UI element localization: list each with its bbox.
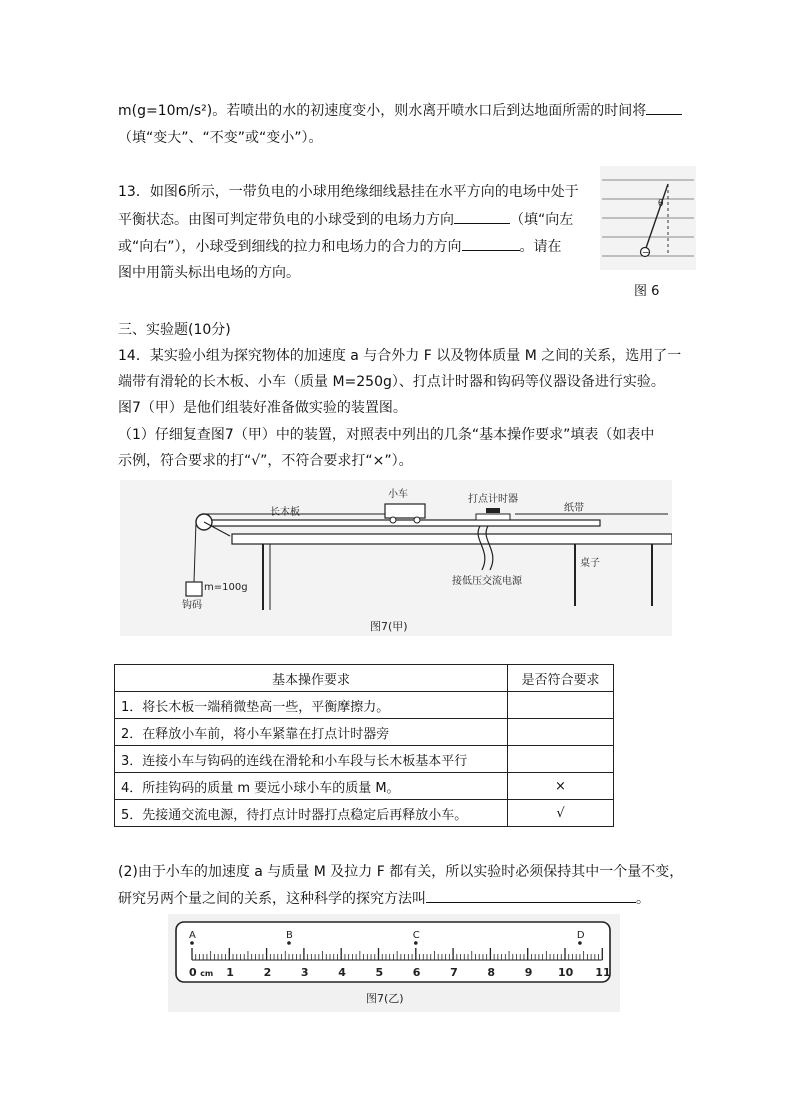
q14-line3: 图7（甲）是他们组装好准备做实验的装置图。 xyxy=(118,400,407,416)
label-tape: 纸带 xyxy=(564,503,584,514)
q12-line2: （填“变大”、“不变”或“变小”）。 xyxy=(118,130,323,146)
requirement-cell: 5．先接通交流电源，待打点计时器打点稳定后再释放小车。 xyxy=(115,800,508,827)
label-hook: 钩码 xyxy=(182,600,202,611)
answer-blank[interactable] xyxy=(646,100,682,115)
q13-line3: 或“向右”），小球受到细线的拉力和电场力的合力的方向 。请在 xyxy=(118,236,562,257)
figure-7b xyxy=(168,914,620,1012)
figure-6 xyxy=(600,166,696,270)
ruler-number: 11 xyxy=(595,966,611,979)
q13-line2: 平衡状态。由图可判定带负电的小球受到的电场力方向 （填“向左 xyxy=(118,209,573,230)
point-dot-c xyxy=(414,941,418,945)
mark-cell[interactable] xyxy=(508,746,614,773)
mark-cell[interactable] xyxy=(508,692,614,719)
q14-part2b: 研究另两个量之间的关系，这种科学的探究方法叫 。 xyxy=(118,888,650,909)
mark-cell[interactable]: √ xyxy=(508,800,614,827)
q13-line1: 13．如图6所示，一带负电的小球用绝缘细线悬挂在水平方向的电场中处于 xyxy=(118,184,579,200)
label-board: 长木板 xyxy=(270,507,300,518)
point-label-d: D xyxy=(576,930,585,941)
figure-7b-caption: 图7(乙) xyxy=(366,992,404,1005)
ruler-number: 9 xyxy=(524,966,533,979)
q12-line1: m(g=10m/s²)。若喷出的水的初速度变小，则水离开喷水口后到达地面所需的时间将 xyxy=(118,100,682,121)
ruler-number: 3 xyxy=(300,966,309,979)
header-requirement: 基本操作要求 xyxy=(115,665,508,692)
charge-label: − xyxy=(642,248,650,259)
point-label-a: A xyxy=(189,930,196,941)
q14-part1b: 示例，符合要求的打“√”，不符合要求打“×”）。 xyxy=(118,453,413,469)
long-board xyxy=(200,520,600,526)
angle-label: θ xyxy=(658,199,664,209)
header-compliance: 是否符合要求 xyxy=(508,665,614,692)
q14-line2: 端带有滑轮的长木板、小车（质量 M=250g）、打点计时器和钩码等仪器设备进行实验。 xyxy=(118,374,665,390)
q14-line1: 14．某实验小组为探究物体的加速度 a 与合外力 F 以及物体质量 M 之间的关系，选用了一 xyxy=(118,348,682,364)
hook-weight xyxy=(186,582,202,596)
table-row xyxy=(115,746,614,773)
operations-table xyxy=(114,664,614,827)
figure-6-caption: 图 6 xyxy=(634,284,660,299)
mark-cell[interactable] xyxy=(508,719,614,746)
requirement-cell: 3．连接小车与钩码的连线在滑轮和小车段与长木板基本平行 xyxy=(115,746,508,773)
table-row xyxy=(115,773,614,800)
point-dot-b xyxy=(287,941,291,945)
q13-line4: 图中用箭头标出电场的方向。 xyxy=(118,265,300,281)
point-dot-d xyxy=(578,941,582,945)
ruler-number: 5 xyxy=(375,966,384,979)
ruler xyxy=(176,922,610,982)
point-dot-a xyxy=(190,941,194,945)
table-header-row xyxy=(115,665,614,692)
q14-part2a: (2)由于小车的加速度 a 与质量 M 及拉力 F 都有关，所以实验时必须保持其中一个量不变， xyxy=(118,864,684,880)
ruler-number: 10 xyxy=(558,966,574,979)
requirement-cell: 4．所挂钩码的质量 m 要远小球小车的质量 M。 xyxy=(115,773,508,800)
point-label-b: B xyxy=(285,930,293,941)
figure-7a-caption: 图7(甲) xyxy=(370,620,408,633)
answer-blank[interactable] xyxy=(426,888,636,903)
q14-part1: （1）仔细复查图7（甲）中的装置，对照表中列出的几条“基本操作要求”填表（如表中 xyxy=(118,427,655,443)
ruler-number: 7 xyxy=(450,966,458,979)
figure-7a xyxy=(120,480,672,636)
label-table: 桌子 xyxy=(580,558,600,569)
ruler-number: 6 xyxy=(412,966,421,979)
table-row xyxy=(115,692,614,719)
label-timer: 打点计时器 xyxy=(468,494,518,505)
answer-blank[interactable] xyxy=(454,209,510,224)
section-3-title: 三、实验题(10分) xyxy=(118,322,231,338)
answer-blank[interactable] xyxy=(462,236,520,251)
timer xyxy=(486,508,500,513)
label-car: 小车 xyxy=(388,489,408,500)
ruler-number: 0 xyxy=(189,966,197,979)
ruler-number: 2 xyxy=(263,966,272,979)
ruler-number: cm xyxy=(200,969,214,978)
table-row xyxy=(115,800,614,827)
ruler-number: 1 xyxy=(226,966,234,979)
mark-cell[interactable]: × xyxy=(508,773,614,800)
table-row xyxy=(115,719,614,746)
point-label-c: C xyxy=(412,930,420,941)
label-mass: m=100g xyxy=(204,582,248,593)
ruler-number: 8 xyxy=(487,966,496,979)
requirement-cell: 2．在释放小车前，将小车紧靠在打点计时器旁 xyxy=(115,719,508,746)
car xyxy=(385,504,425,518)
requirement-cell: 1．将长木板一端稍微垫高一些，平衡摩擦力。 xyxy=(115,692,508,719)
label-power: 接低压交流电源 xyxy=(452,576,522,587)
ruler-number: 4 xyxy=(338,966,346,979)
table-top xyxy=(232,534,672,544)
